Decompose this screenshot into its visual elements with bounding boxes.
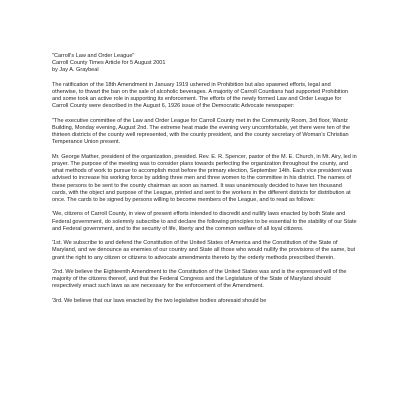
article-byline: by Jay A. Graybeal xyxy=(52,67,99,74)
article-source: Carroll County Times Article for 5 August 2001 xyxy=(52,60,166,67)
paragraph-second-principle: '2nd. We believe the Eighteenth Amendment to the Constitution of the United States was and is the expressed will of the majority of the citizens thereof, and that the Federal Congress and the Legislature of the State of Maryland should respectively enact such laws as are necessary for the enforcement of the Amendment. xyxy=(52,269,347,290)
paragraph-third-principle: '3rd. We believe that our laws enacted by the two legislative bodies aforesaid should be xyxy=(52,297,267,304)
paragraph-intro: The ratification of the 18th Amendment in January 1919 ushered in Prohibition but also spawned efforts, legal and otherwise, to thwart the ban on the sale of alcoholic beverages. A majority of Carroll Countians had supported Prohibition and some took an active role in supporting its enforcement. The efforts of the newly formed Law and Order League for Carroll County were described in the August 6, 1926 issue of the Democratic Advocate newspaper: xyxy=(52,81,349,110)
article-body xyxy=(52,53,357,312)
paragraph-pledge: 'We, citizens of Carroll County, in view of present efforts intended to discredit and nullify laws enacted by both State and Federal government, do solemnly subscribe to and declare the following principles to be essential to the stability of our State and Federal government, and to the security of life, liberty and the common welfare of all loyal citizens. xyxy=(52,211,357,232)
paragraph-meeting: "The executive committee of the Law and Order League for Carroll County met in the Community Room, 3rd floor, Wantz Building, Monday evening, August 2nd. The extreme heat made the evening very uncomfortable, yet there were ten of the thirteen districts of the county well represented, with the county president, and the county secretary of Woman's Christian Temperance Union present. xyxy=(52,117,351,146)
paragraph-mather: Mr. George Mather, president of the organization, presided. Rev. E. R. Spencer, pastor of the M. E. Church, in Mt. Airy, led in prayer. The purpose of the meeting was to consider plans towards perfecting the organization throughout the county, and what methods of work to pursue to accomplish most before the primary election, September 14th. Each vice president was advised to increase his working force by adding three men and three women to the committee in his district. The names of these persons to be sent to the county chairman as soon as named. It was unanimously decided to have ten thousand cards, with the object and purpose of the League, printed and sent to the workers in the different districts for distribution at once. The cards to be signed by persons willing to become members of the League, and to read as follows: xyxy=(52,153,357,204)
article-header xyxy=(52,53,357,75)
paragraph-first-principle: '1st. We subscribe to and defend the Constitution of the United States of America and the Constitution of the State of Maryland, and we denounce as enemies of our country and State all those who would nullify the provisions of the same, but grant the right to any citizen or citizens to advocate amendments thereto by the orderly methods prescribed therein. xyxy=(52,240,356,261)
article-title: "Carroll's Law and Order League" xyxy=(52,53,135,59)
